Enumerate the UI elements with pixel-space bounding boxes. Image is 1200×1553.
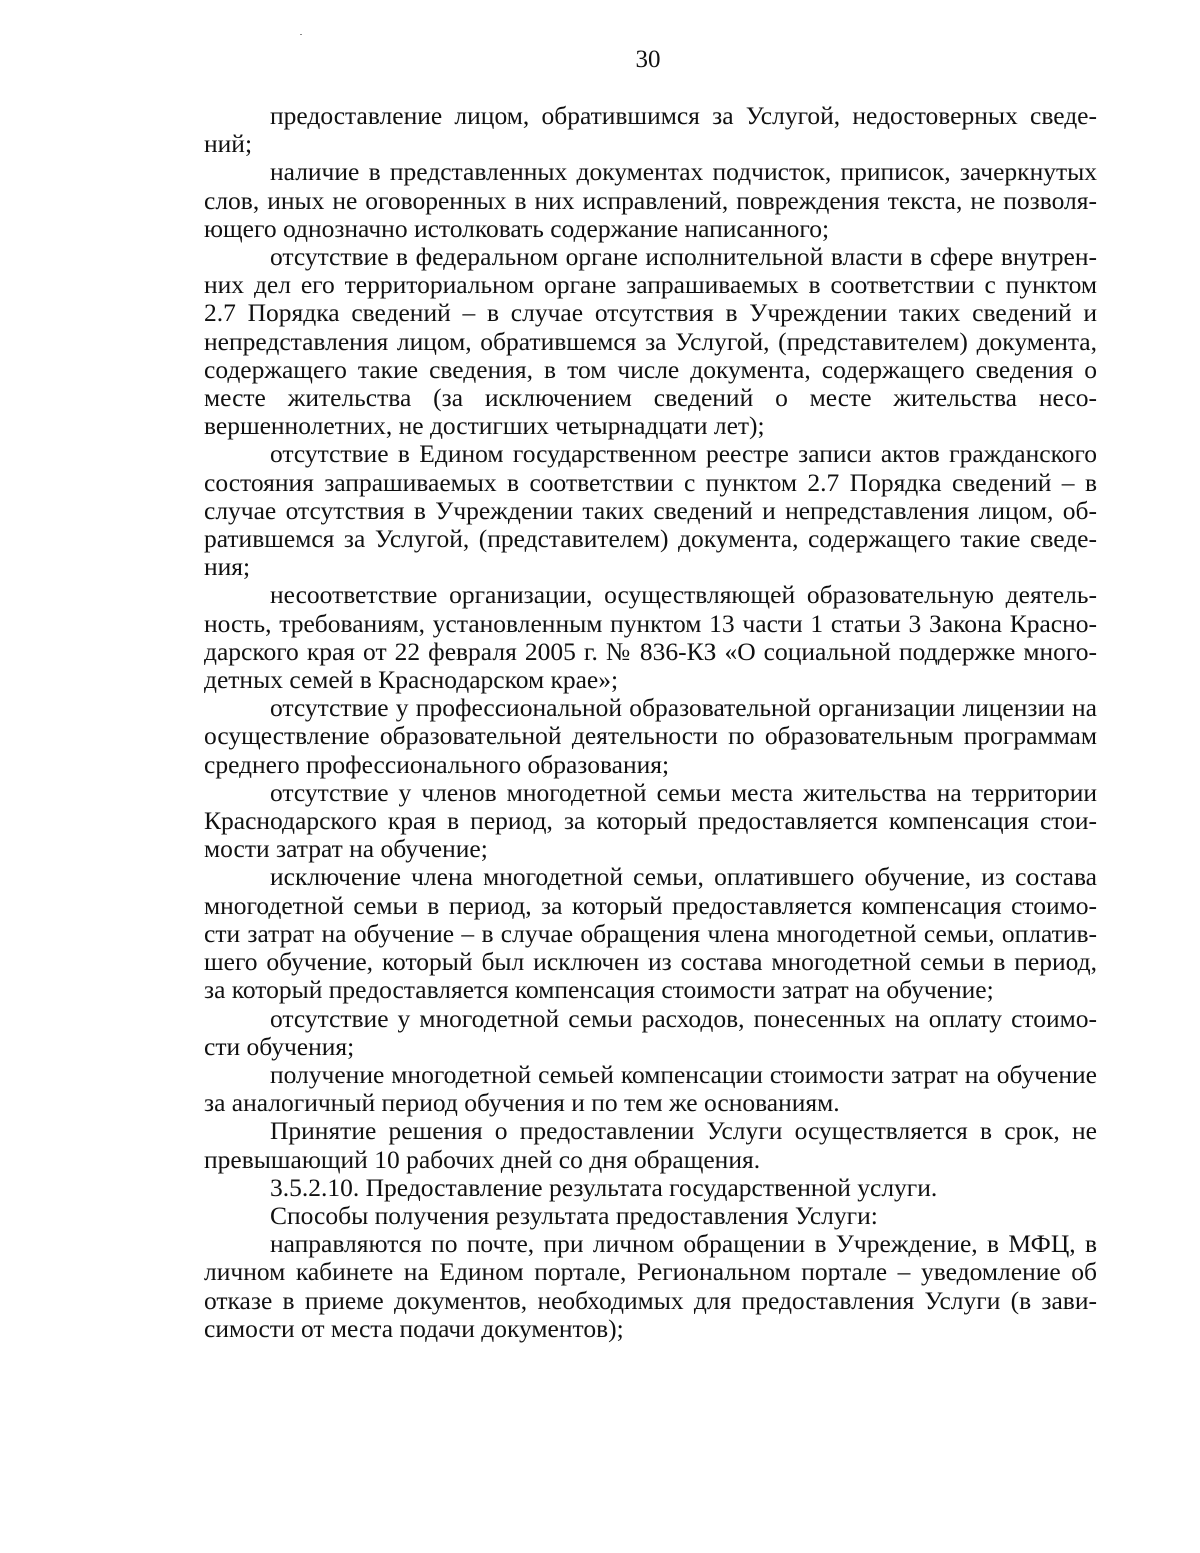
page-number: 30: [635, 46, 661, 73]
paragraph: 3.5.2.10. Предоставление результата государственной услуги.: [270, 1172, 938, 1202]
document-body: [204, 102, 1097, 1343]
paragraph: отсутствие у многодетной семьи расходов, понесенных на оплату стоимости обучения;: [204, 1003, 1097, 1061]
paragraph: исключение члена многодетной семьи, оплатившего обучение, из состава многодетной семьи в период, за который предоставляется компенсация стоимости затрат на обучение – в случае обращения члена многодетной семьи, оплатившего обучение, который был исключен из состава многодетной семьи в период, за который предоставляется компенсация стоимости затрат на обучение;: [204, 862, 1097, 1005]
paragraph: отсутствие в федеральном органе исполнительной власти в сфере внутренних дел его территориальном органе запрашиваемых в соответствии с пунктом 2.7 Порядка сведений – в случае отсутствия в Учреждении таких сведений и непредставления лицом, обратившемся за Услугой, (представителем) документа, содержащего такие сведения, в том числе документа, содержащего сведения о месте жительства (за исключением сведений о месте жительства несовершеннолетних, не достигших четырнадцати лет);: [204, 242, 1097, 441]
paragraph: Принятие решения о предоставлении Услуги осуществляется в срок, не превышающий 10 рабочих дней со дня обращения.: [204, 1116, 1097, 1174]
paragraph: получение многодетной семьей компенсации стоимости затрат на обучение за аналогичный период обучения и по тем же основаниям.: [204, 1059, 1097, 1118]
paragraph: наличие в представленных документах подчисток, приписок, зачеркнутых слов, иных не оговоренных в них исправлений, повреждения текста, не позволяющего однозначно истолковать содержание написанного;: [204, 157, 1097, 243]
paragraph: отсутствие у профессиональной образовательной организации лицензии на осуществление образовательной деятельности по образовательным программам среднего профессионального образования;: [204, 693, 1097, 779]
paragraph: направляются по почте, при личном обращении в Учреждение, в МФЦ, в личном кабинете на Едином портале, Региональном портале – уведомление об отказе в приеме документов, необходимых для предоставления Услуги (в зависимости от места подачи документов);: [204, 1229, 1097, 1343]
paragraph: отсутствие в Едином государственном реестре записи актов гражданского состояния запрашиваемых в соответствии с пунктом 2.7 Порядка сведений – в случае отсутствия в Учреждении таких сведений и непредставления лицом, обратившемся за Услугой, (представителем) документа, содержащего такие сведения;: [204, 439, 1097, 582]
paragraph: Способы получения результата предоставления Услуги:: [270, 1200, 878, 1230]
paragraph: отсутствие у членов многодетной семьи места жительства на территории Краснодарского края в период, за который предоставляется компенсация стоимости затрат на обучение;: [204, 777, 1097, 864]
scan-speck: [300, 34, 302, 35]
paragraph: предоставление лицом, обратившимся за Услугой, недостоверных сведений;: [204, 101, 1097, 159]
paragraph: несоответствие организации, осуществляющей образовательную деятельность, требованиям, установленным пунктом 13 части 1 статьи 3 Закона Краснодарского края от 22 февраля 2005 г. № 836-КЗ «О социальной поддержке многодетных семей в Краснодарском крае»;: [204, 580, 1097, 695]
